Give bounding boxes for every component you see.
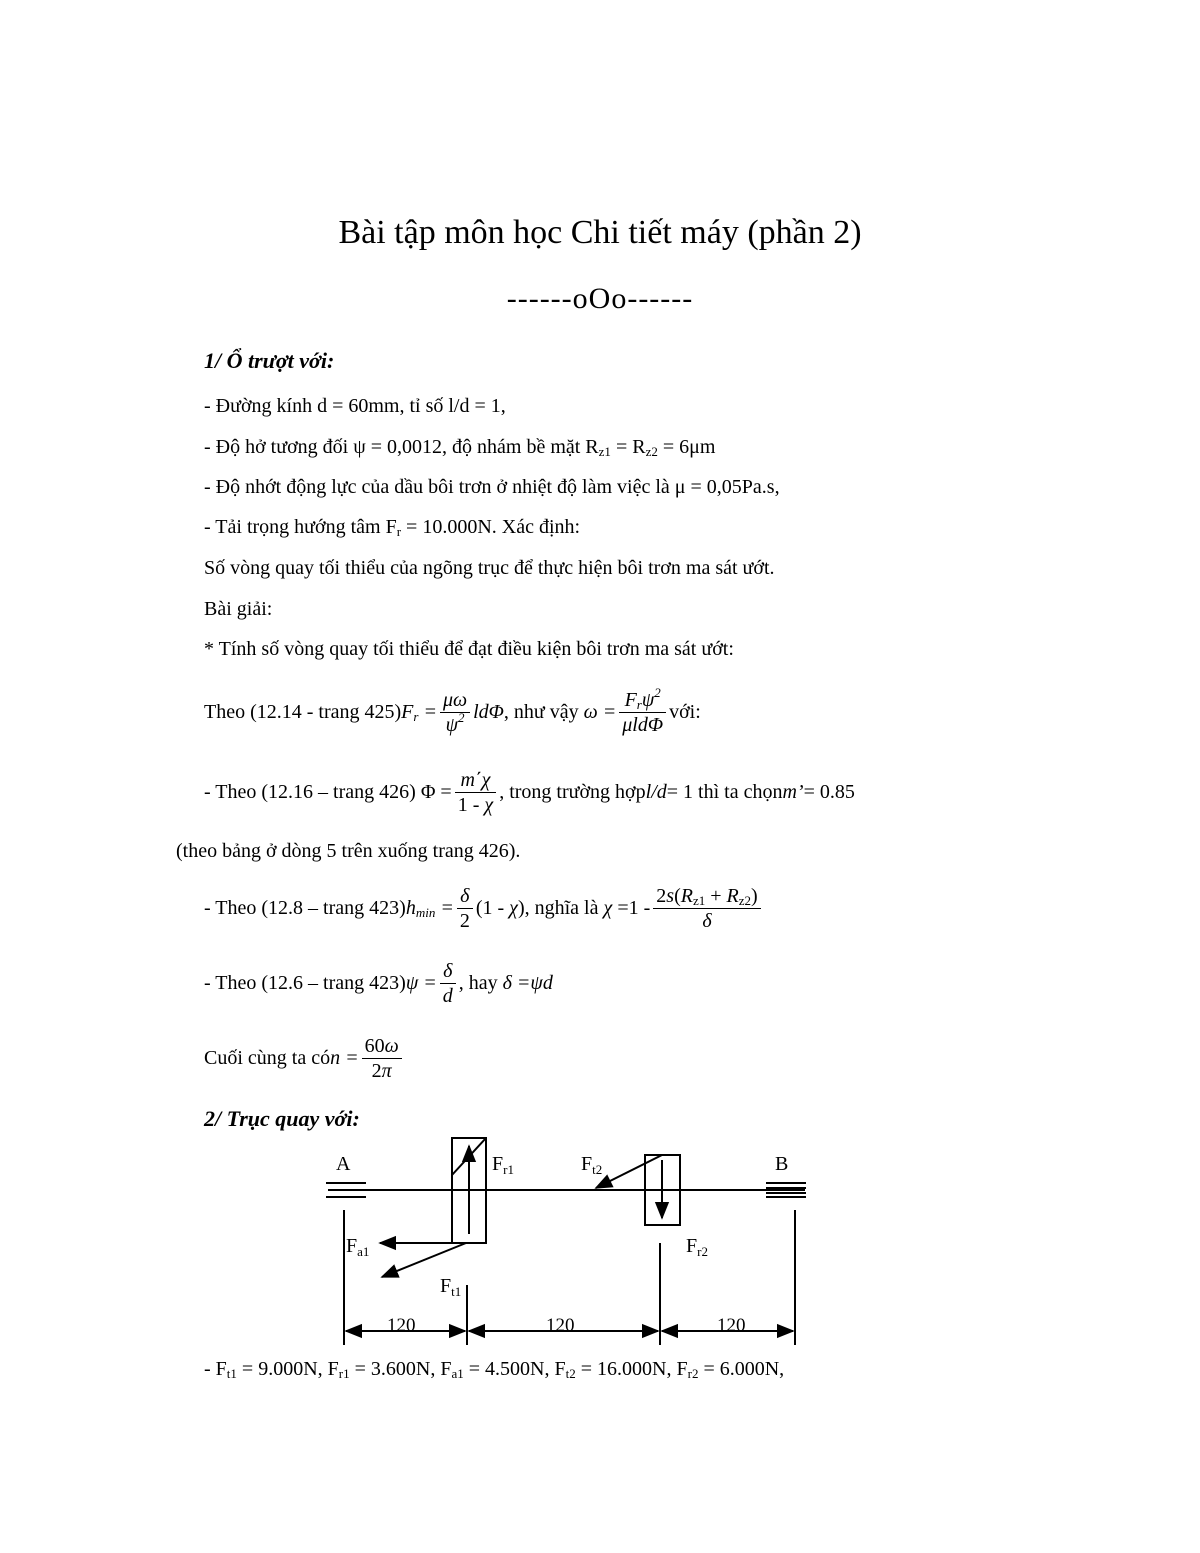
page-title: Bài tập môn học Chi tiết máy (phần 2) xyxy=(338,214,862,251)
dim-label-1: 120 xyxy=(387,1315,416,1336)
line-viscosity: - Độ nhớt động lực của dầu bôi trơn ở nhiệt độ làm việc là μ = 0,05Pa.s, xyxy=(204,476,780,498)
dim-label-2: 120 xyxy=(546,1315,575,1336)
arrow-ft1 xyxy=(382,1243,466,1277)
label-fr2: $F_{r2}$ xyxy=(686,1235,708,1259)
line-forces-data: - $F_{t1} = 9.000N$, $F_{r1} = 3.600N$, $F_{a1} = 4.500N$, $F_{t2} = 16.000N$, $F_{r2} = 6.000N$, xyxy=(204,1358,785,1381)
line-load: - Tải trọng hướng tâm $F_r = 10.000N$. Xác định: xyxy=(204,516,581,539)
line-solution-intro: * Tính số vòng quay tối thiểu để đạt điều kiện bôi trơn ma sát ướt: xyxy=(204,638,734,660)
fraction-mu-omega: $\frac{\mu\omega}{\psi^2}$ xyxy=(440,688,470,737)
line-clearance: - Độ hở tương đối ψ = 0,0012, độ nhám bề mặt $R_{z1} = R_{z2} = 6\mu m$ xyxy=(204,436,716,459)
formula-12-16: - Theo (12.16 – trang 426) Φ = $\frac{m΄\chi}{1 - \chi}$ , trong trường hợp l/d = 1 thì ta chọn m’ = 0.85 xyxy=(204,768,855,816)
label-fr1: $F_{r1}$ xyxy=(492,1153,514,1177)
line-solution-label: Bài giải: xyxy=(204,598,273,620)
line-task: Số vòng quay tối thiểu của ngõng trục để thực hiện bôi trơn ma sát ướt. xyxy=(204,557,775,579)
section-2-heading: 2/ Trục quay với: xyxy=(204,1106,360,1131)
line-table-note: (theo bảng ở dòng 5 trên xuống trang 426). xyxy=(176,840,521,862)
dim-label-3: 120 xyxy=(717,1315,746,1336)
fraction-delta-d: $\frac{\delta}{d}$ xyxy=(440,959,456,1008)
formula-12-14: Theo (12.14 - trang 425) $F_r$ = $\frac{\mu\omega}{\psi^2}$ ldΦ , như vậy ω = $\frac{F_r\psi^2}{\text{μldΦ}}$ với: xyxy=(204,684,701,736)
arrow-ft2 xyxy=(596,1155,662,1188)
label-b: B xyxy=(775,1153,789,1175)
section-1-heading: 1/ Ổ trượt với: xyxy=(204,348,335,373)
formula-final: Cuối cùng ta có n = $\frac{60\omega}{2\pi}$ xyxy=(204,1028,405,1088)
label-ft2: $F_{t2}$ xyxy=(581,1153,603,1177)
line-diameter: - Đường kính d = 60mm, tỉ số l/d = 1, xyxy=(204,395,506,417)
fraction-chi: $\frac{2s(R_{z1} + R_{z2})}{\delta}$ xyxy=(653,884,760,933)
label-a: A xyxy=(336,1153,351,1175)
label-fa1: $F_{a1}$ xyxy=(346,1235,370,1259)
title-separator: ------oOo------ xyxy=(506,282,694,315)
formula-12-8: - Theo (12.8 – trang 423) $h_{min}$ = $\frac{\delta}{2}$ (1 - χ) , nghĩa là χ =1 - $\frac{2s(R_{z1} + R_{z2})}{\delta}$ xyxy=(204,878,764,938)
shaft-diagram xyxy=(0,1130,1200,1355)
formula-12-6: - Theo (12.6 – trang 423) ψ = $\frac{\delta}{d}$ , hay δ =ψd xyxy=(204,959,553,1007)
fraction-omega: $\frac{F_r\psi^2}{\text{μldΦ}}$ xyxy=(619,688,666,737)
label-ft1: $F_{t1}$ xyxy=(440,1275,462,1299)
fraction-phi: $\frac{m΄\chi}{1 - \chi}$ xyxy=(455,768,496,817)
fraction-delta-half: $\frac{\delta}{2}$ xyxy=(457,884,473,933)
fraction-n: $\frac{60\omega}{2\pi}$ xyxy=(362,1034,402,1083)
